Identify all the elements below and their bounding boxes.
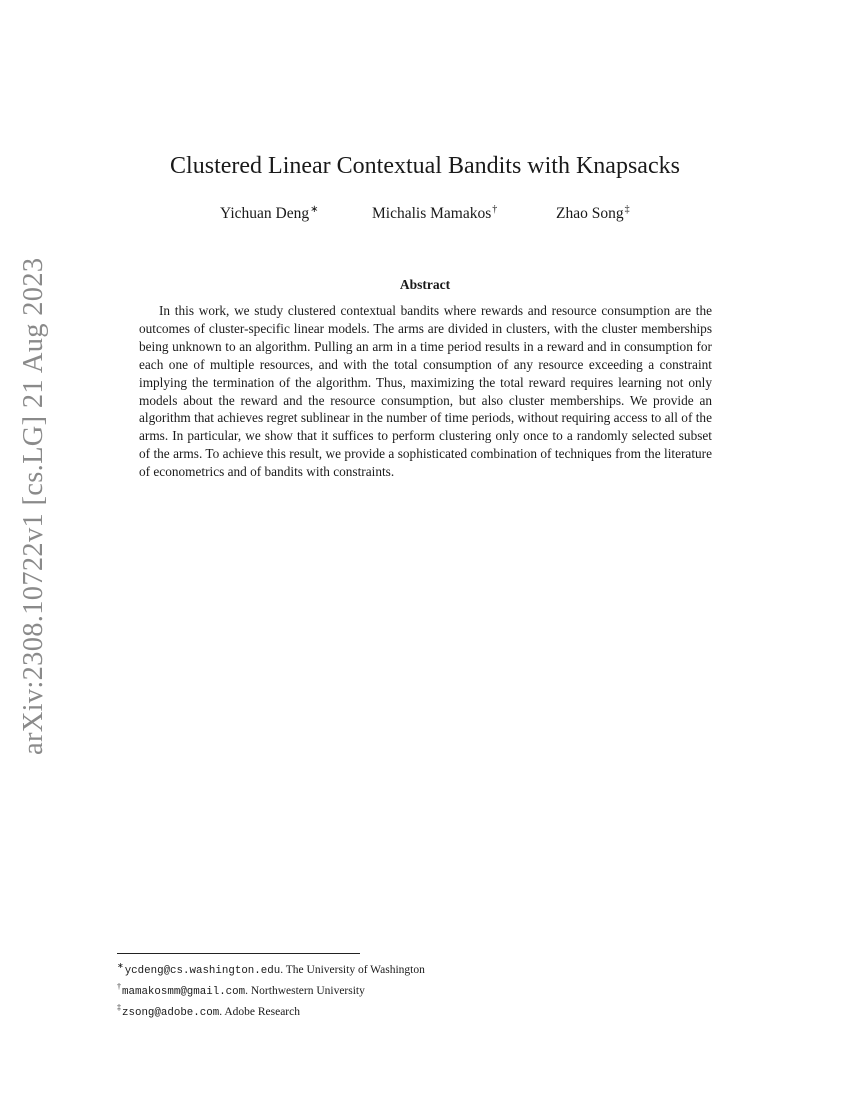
author-name	[220, 204, 319, 223]
footnote-email: ycdeng@cs.washington.edu	[124, 965, 281, 977]
footnote-affiliation: . Northwestern University	[245, 985, 365, 997]
author-footnote-mark: ∗	[310, 204, 319, 215]
footnotes	[117, 958, 717, 1021]
author-name-text: Yichuan Deng	[220, 205, 310, 222]
paper-title: Clustered Linear Contextual Bandits with Knapsacks	[170, 153, 680, 179]
footnote-divider	[117, 953, 360, 954]
author-footnote-mark: ‡	[624, 204, 630, 215]
abstract-heading: Abstract	[399, 277, 451, 292]
footnote	[117, 1000, 717, 1021]
author-name	[372, 204, 497, 223]
footnote-mark: ∗	[117, 961, 124, 970]
author-name-text: Michalis Mamakos	[372, 205, 492, 222]
abstract-body: In this work, we study clustered contextual bandits where rewards and resource consumption are the outcomes of cluster-specific linear models. The arms are divided in clusters, with the cluster memberships being unknown to an algorithm. Pulling an arm in a time period results in a reward and in consumption for each one of multiple resources, and with the total consumption of any resource exceeding a constraint implying the termination of the algorithm. Thus, maximizing the total reward requires learning not only models about the reward and the resource consumption, but also cluster memberships. We provide an algorithm that achieves regret sublinear in the number of time periods, without requiring access to all of the arms. In particular, we show that it suffices to perform clustering only once to a randomly selected subset of the arms. To achieve this result, we provide a sophisticated combination of techniques from the literature of econometrics and of bandits with constraints.	[139, 303, 712, 480]
footnote-mark: ‡	[117, 1003, 121, 1012]
arxiv-identifier-stamp: arXiv:2308.10722v1 [cs.LG] 21 Aug 2023	[18, 257, 49, 755]
author-name-text: Zhao Song	[556, 205, 624, 222]
author-name	[556, 204, 630, 223]
footnote-email: zsong@adobe.com	[122, 1007, 220, 1019]
footnote	[117, 979, 717, 1000]
footnote-affiliation: . Adobe Research	[219, 1006, 300, 1018]
author-footnote-mark: †	[492, 204, 498, 215]
footnote-mark: †	[117, 982, 121, 991]
footnote-affiliation: . The University of Washington	[280, 964, 425, 976]
footnote-email: mamakosmm@gmail.com	[122, 986, 246, 998]
footnote	[117, 958, 717, 979]
